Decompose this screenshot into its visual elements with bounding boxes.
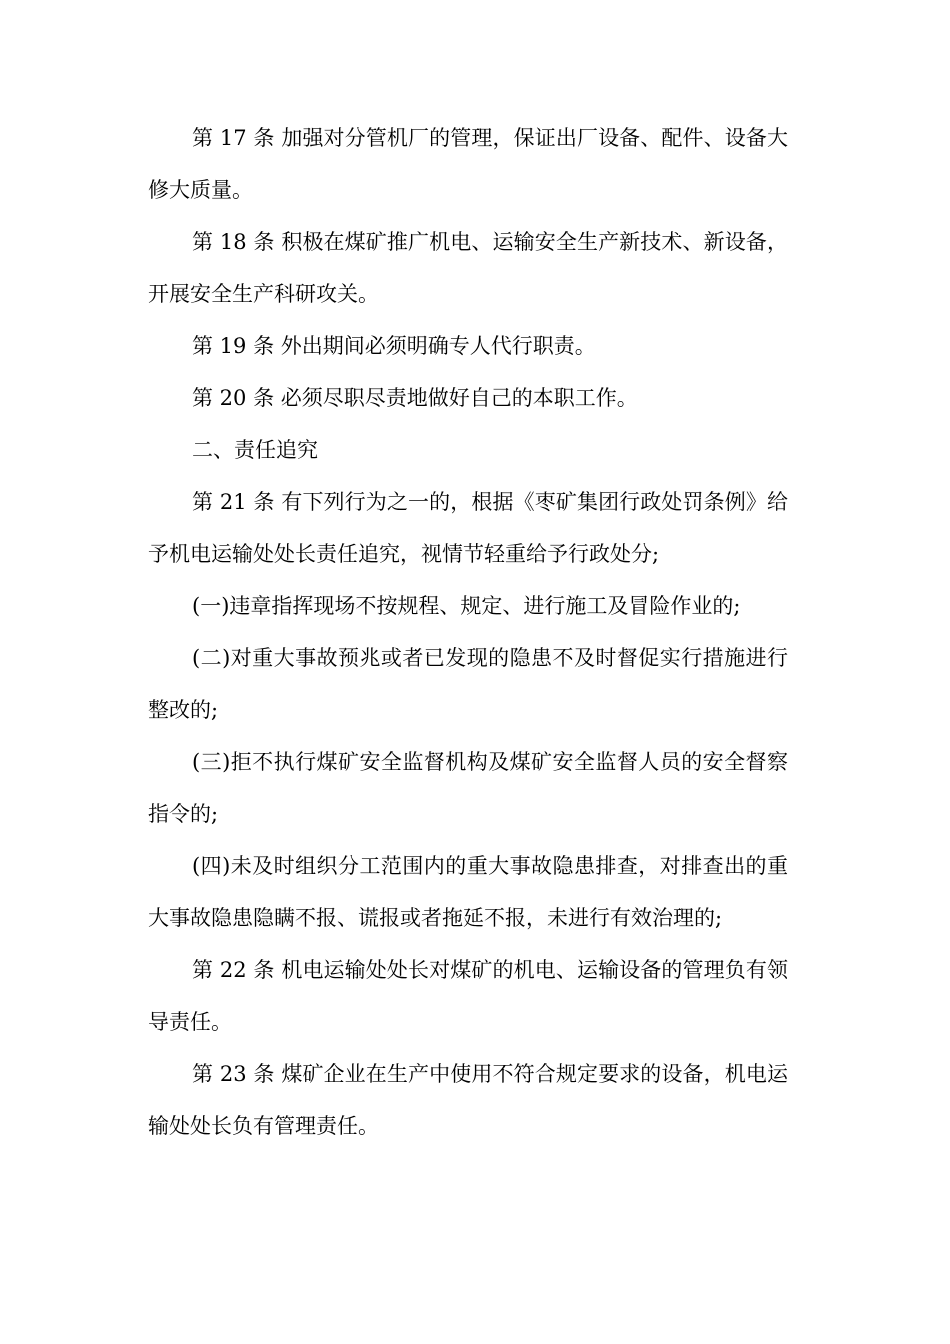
paragraph-article-19: 第 19 条 外出期间必须明确专人代行职责。 [192, 334, 596, 358]
list-item-2: (二)对重大事故预兆或者已发现的隐患不及时督促实行措施进行整改的; [148, 646, 788, 722]
list-item-3: (三)拒不执行煤矿安全监督机构及煤矿安全监督人员的安全督察指令的; [148, 750, 788, 826]
paragraph-article-23: 第 23 条 煤矿企业在生产中使用不符合规定要求的设备，机电运输处处长负有管理责任。 [148, 1062, 788, 1138]
paragraph-article-18: 第 18 条 积极在煤矿推广机电、运输安全生产新技术、新设备，开展安全生产科研攻关。 [148, 230, 788, 306]
paragraph-article-21: 第 21 条 有下列行为之一的，根据《枣矿集团行政处罚条例》给予机电运输处处长责任追究，视情节轻重给予行政处分; [148, 490, 788, 566]
section-heading-liability: 二、责任追究 [192, 438, 318, 462]
list-item-4: (四)未及时组织分工范围内的重大事故隐患排查，对排查出的重大事故隐患隐瞒不报、谎报或者拖延不报，未进行有效治理的; [148, 854, 788, 930]
document-body [148, 112, 788, 1152]
paragraph-article-17: 第 17 条 加强对分管机厂的管理，保证出厂设备、配件、设备大修大质量。 [148, 126, 788, 202]
list-item-1: (一)违章指挥现场不按规程、规定、进行施工及冒险作业的; [192, 594, 741, 618]
paragraph-article-22: 第 22 条 机电运输处处长对煤矿的机电、运输设备的管理负有领导责任。 [148, 958, 788, 1034]
paragraph-article-20: 第 20 条 必须尽职尽责地做好自己的本职工作。 [192, 386, 638, 410]
